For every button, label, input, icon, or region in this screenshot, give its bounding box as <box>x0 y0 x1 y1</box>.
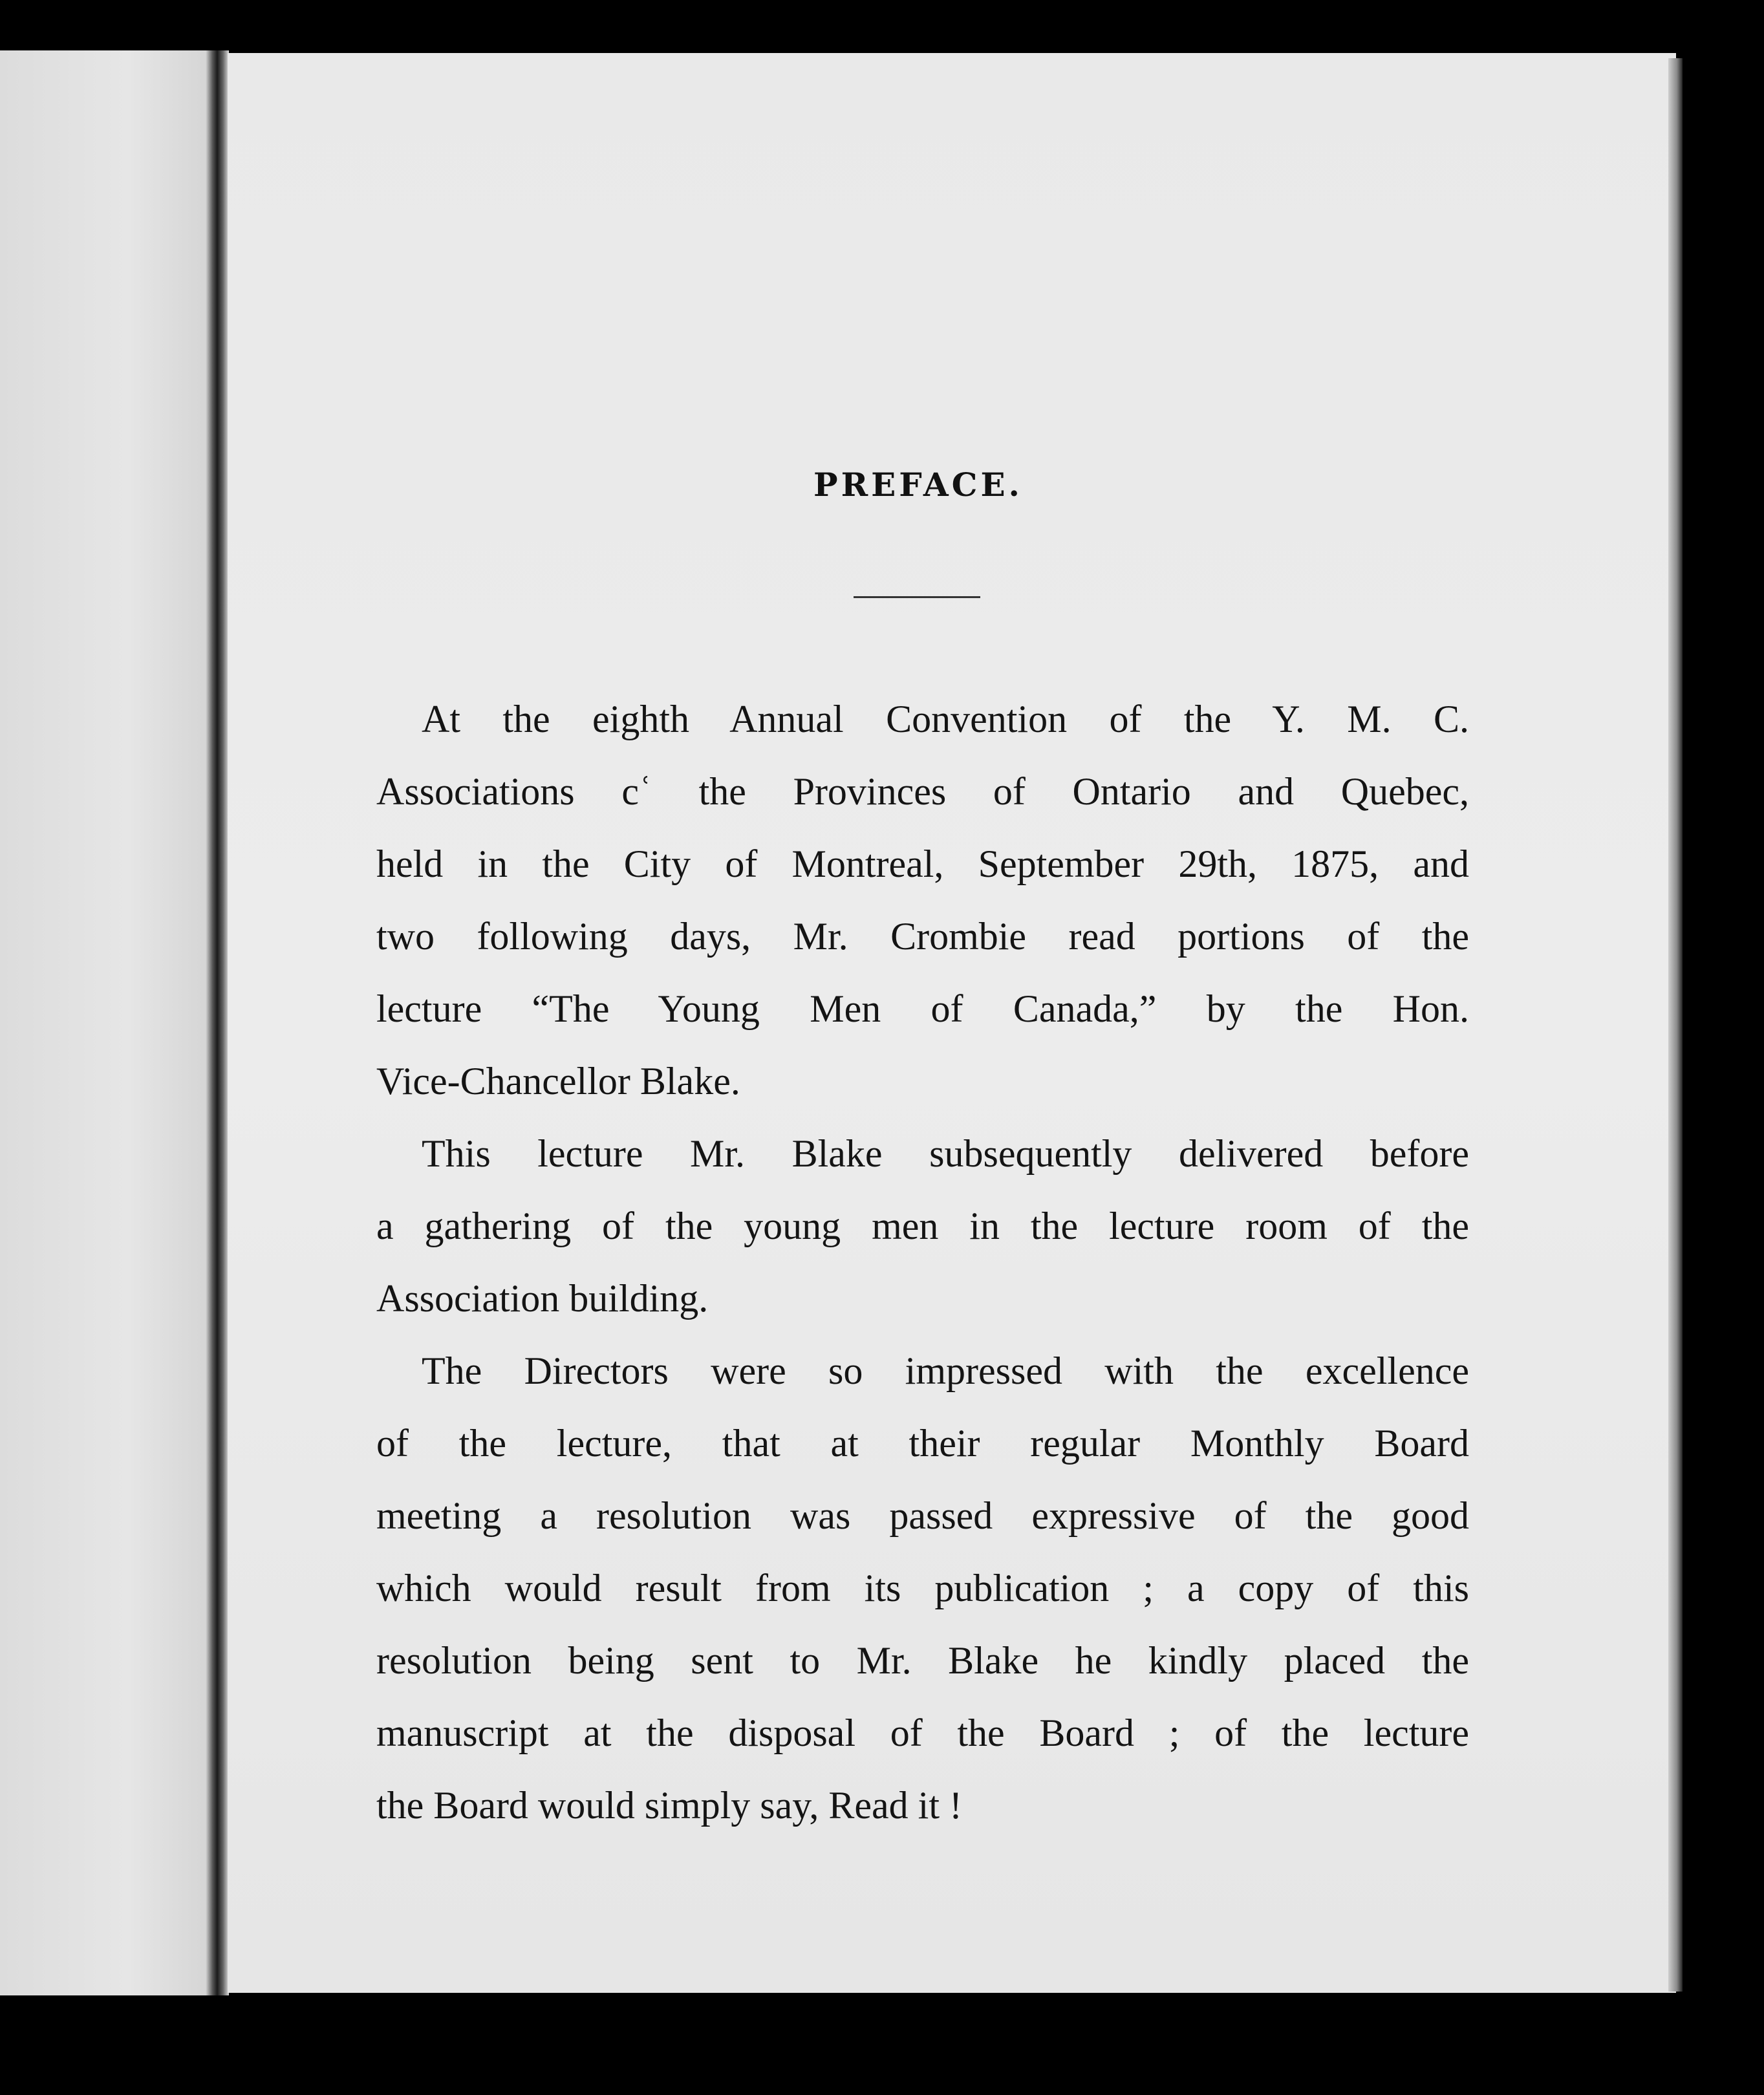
text-line: This lecture Mr. Blake subsequently delivered before <box>422 1132 1469 1175</box>
paragraph-1 <box>376 683 1469 1117</box>
text-line: two following days, Mr. Crombie read portions of the <box>376 915 1469 958</box>
text-line: At the eighth Annual Convention of the Y. M. C. <box>422 698 1469 740</box>
page-heading: PREFACE. <box>813 466 1023 504</box>
text-line: resolution being sent to Mr. Blake he kindly placed the <box>376 1639 1469 1682</box>
text-line: manuscript at the disposal of the Board ; of the lecture <box>376 1712 1469 1754</box>
text-line: held in the City of Montreal, September 29th, 1875, and <box>376 843 1469 885</box>
text-line: a gathering of the young men in the lecture room of the <box>376 1205 1469 1247</box>
text-line: The Directors were so impressed with the excellence <box>422 1349 1469 1392</box>
text-line: Association building. <box>376 1277 709 1320</box>
paragraph-2 <box>376 1117 1469 1335</box>
text-line: Vice-Chancellor Blake. <box>376 1060 740 1102</box>
text-line: meeting a resolution was passed expressive of the good <box>376 1494 1469 1537</box>
text-line: of the lecture, that at their regular Monthly Board <box>376 1422 1469 1465</box>
text-line: which would result from its publication ; a copy of this <box>376 1567 1469 1609</box>
preface-body <box>376 683 1469 1842</box>
text-line: Associations cʿ the Provinces of Ontario and Quebec, <box>376 770 1469 813</box>
heading-rule <box>854 596 980 598</box>
paragraph-3 <box>376 1335 1469 1842</box>
text-line: lecture “The Young Men of Canada,” by the Hon. <box>376 987 1469 1030</box>
page-edge <box>1668 58 1683 1992</box>
facing-page <box>0 50 213 1995</box>
text-line: the Board would simply say, Read it ! <box>376 1784 962 1827</box>
binding-gutter <box>206 50 229 1995</box>
